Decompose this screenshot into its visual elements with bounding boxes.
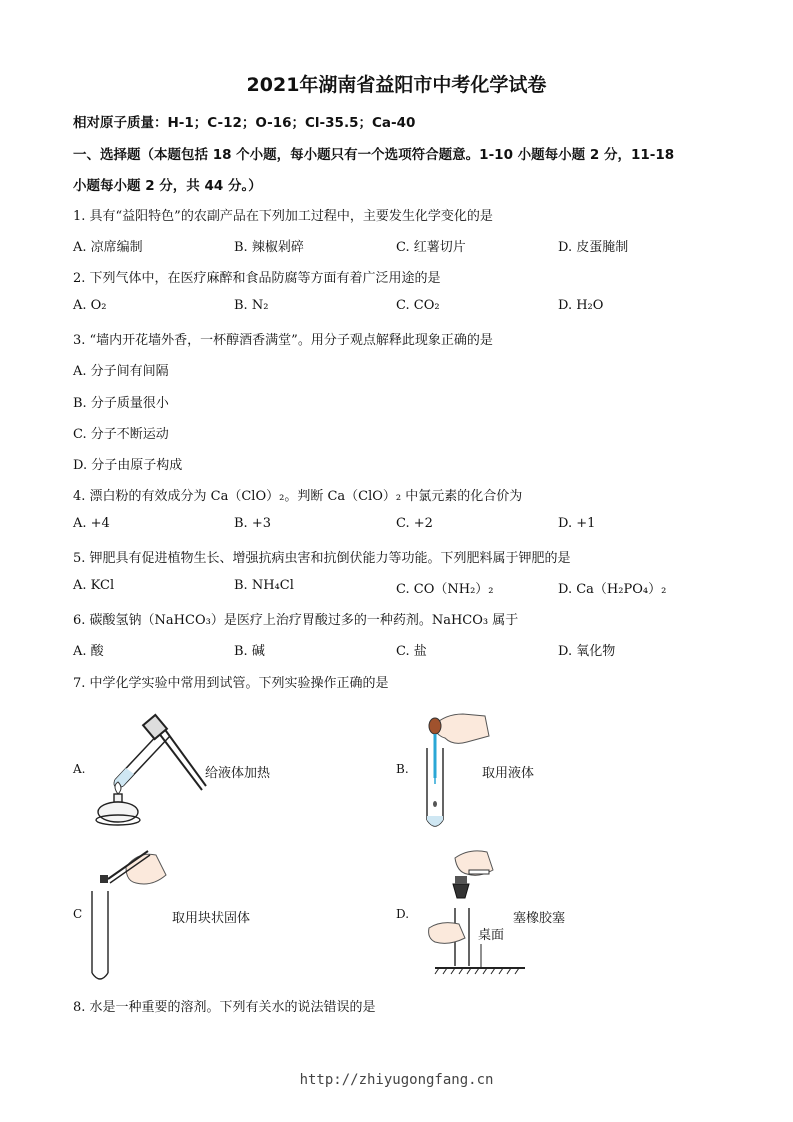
q6-option-b: B. 碱 — [234, 644, 265, 659]
q7-option-c: C — [73, 907, 83, 921]
section-header-line2: 小题每小题 2 分，共 44 分。） — [73, 178, 262, 194]
q4-option-a: A. +4 — [73, 516, 110, 531]
q5-option-b: B. NH₄Cl — [234, 578, 294, 593]
q7-option-a: A. — [73, 762, 86, 776]
q7-caption-d: 塞橡胶塞 — [513, 911, 566, 926]
q5-option-c: C. CO（NH₂）₂ — [396, 582, 494, 597]
q5-option-a: A. KCl — [73, 578, 115, 593]
question-6-stem: 6. 碳酸氢钠（NaHCO₃）是医疗上治疗胃酸过多的一种药剂。NaHCO₃ 属于 — [73, 613, 519, 628]
question-5-stem: 5. 钾肥具有促进植物生长、增强抗病虫害和抗倒伏能力等功能。下列肥料属于钾肥的是 — [73, 551, 571, 566]
q1-option-d: D. 皮蛋腌制 — [558, 240, 629, 255]
q4-option-d: D. +1 — [558, 516, 596, 531]
question-4-stem: 4. 漂白粉的有效成分为 Ca（ClO）₂。判断 Ca（ClO）₂ 中氯元素的化合价为 — [73, 489, 523, 504]
q1-option-a: A. 凉席编制 — [73, 240, 143, 255]
q7-caption-a: 给液体加热 — [205, 766, 271, 781]
q3-option-b: B. 分子质量很小 — [73, 396, 169, 411]
q2-option-b: B. N₂ — [234, 298, 269, 313]
question-1-stem: 1. 具有“益阳特色”的农副产品在下列加工过程中，主要发生化学变化的是 — [73, 209, 493, 224]
q7-caption-c: 取用块状固体 — [172, 911, 251, 926]
q6-option-a: A. 酸 — [73, 644, 104, 659]
q2-option-d: D. H₂O — [558, 298, 604, 313]
section-header-line1: 一、选择题（本题包括 18 个小题，每小题只有一个选项符合题意。1-10 小题每小题 2 分，11-18 — [73, 147, 675, 163]
atomic-masses: 相对原子质量：H-1；C-12；O-16；Cl-35.5；Ca-40 — [73, 115, 416, 131]
question-2-stem: 2. 下列气体中，在医疗麻醉和食品防腐等方面有着广泛用途的是 — [73, 271, 441, 286]
q6-option-c: C. 盐 — [396, 644, 427, 659]
q4-option-c: C. +2 — [396, 516, 433, 531]
q1-option-b: B. 辣椒剁碎 — [234, 240, 304, 255]
question-8-stem: 8. 水是一种重要的溶剂。下列有关水的说法错误的是 — [73, 1000, 376, 1015]
q1-option-c: C. 红薯切片 — [396, 240, 466, 255]
q2-option-c: C. CO₂ — [396, 298, 440, 313]
table-label: 桌面 — [478, 928, 505, 943]
q3-option-a: A. 分子间有间隔 — [73, 364, 169, 379]
footer-url: http://zhiyugongfang.cn — [299, 1072, 494, 1088]
q3-option-c: C. 分子不断运动 — [73, 427, 169, 442]
heating-liquid-figure — [90, 712, 210, 827]
q6-option-d: D. 氧化物 — [558, 644, 616, 659]
question-7-stem: 7. 中学化学实验中常用到试管。下列实验操作正确的是 — [73, 676, 389, 691]
q5-option-d: D. Ca（H₂PO₄）₂ — [558, 582, 667, 597]
q7-option-d: D. — [396, 907, 410, 921]
question-3-stem: 3. “墙内开花墙外香，一杯醇酒香满堂”。用分子观点解释此现象正确的是 — [73, 333, 493, 348]
q7-option-b: B. — [396, 762, 409, 776]
q7-caption-b: 取用液体 — [482, 766, 535, 781]
q3-option-d: D. 分子由原子构成 — [73, 458, 183, 473]
q2-option-a: A. O₂ — [73, 298, 107, 313]
page-title: 2021年湖南省益阳市中考化学试卷 — [246, 74, 547, 96]
taking-solid-figure — [86, 845, 176, 985]
q4-option-b: B. +3 — [234, 516, 271, 531]
